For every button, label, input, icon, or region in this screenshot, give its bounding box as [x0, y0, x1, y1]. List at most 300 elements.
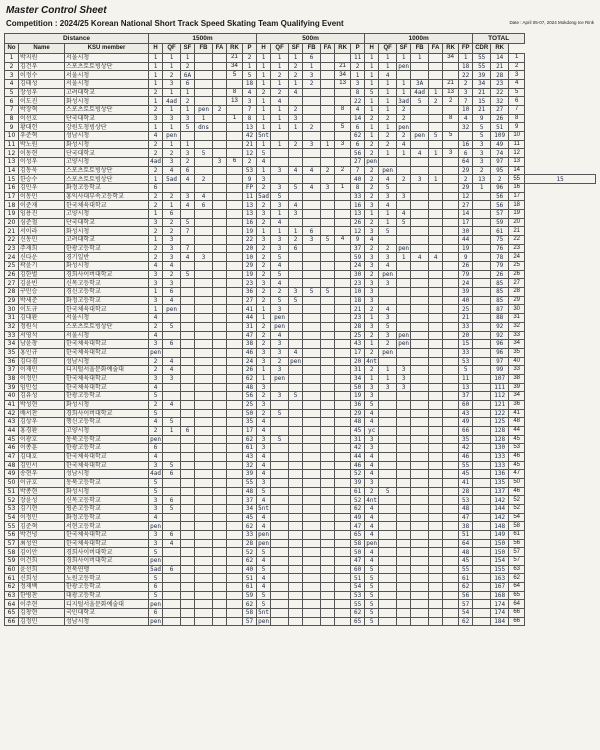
rank-cell: 19	[509, 210, 525, 219]
rank-cell	[443, 262, 459, 271]
ksu-member: 스포츠토토빙상단	[65, 322, 149, 331]
result-cell	[303, 522, 321, 531]
result-cell	[213, 279, 227, 288]
result-cell	[289, 582, 303, 591]
result-cell: 45	[351, 426, 365, 435]
result-cell: 41	[459, 478, 473, 487]
result-cell: 61	[243, 444, 257, 453]
result-cell	[473, 227, 491, 236]
rank-cell	[227, 539, 243, 548]
result-cell: 2	[149, 227, 163, 236]
result-cell	[213, 166, 227, 175]
result-cell	[195, 548, 213, 557]
result-cell: 3	[365, 253, 379, 262]
skater-number: 5	[5, 88, 19, 97]
result-cell: 3	[365, 262, 379, 271]
result-cell: pen	[150, 349, 161, 357]
result-cell: 34	[351, 374, 365, 383]
result-cell	[379, 609, 397, 618]
result-cell	[429, 400, 443, 409]
result-cell: pen	[258, 617, 269, 625]
result-cell	[321, 88, 335, 97]
result-cell: 37	[459, 392, 473, 401]
result-cell: 21	[473, 88, 491, 97]
result-cell	[181, 574, 195, 583]
result-cell: 4	[411, 149, 429, 158]
result-cell: 5	[379, 184, 397, 193]
result-cell: 7	[181, 244, 195, 253]
result-cell	[289, 487, 303, 496]
result-cell: 4	[149, 314, 163, 323]
result-cell	[397, 582, 411, 591]
rank-cell	[443, 140, 459, 149]
rank-cell	[335, 574, 351, 583]
rank-cell: 1	[227, 114, 243, 123]
result-cell: 51	[243, 574, 257, 583]
result-cell	[303, 201, 321, 210]
result-cell: 13	[243, 210, 257, 219]
result-cell	[411, 617, 429, 626]
result-cell: pen	[150, 557, 161, 565]
result-cell: 5	[289, 392, 303, 401]
skater-number: 20	[5, 218, 19, 227]
result-cell	[473, 409, 491, 418]
result-cell	[195, 166, 213, 175]
rank-cell: 38	[509, 374, 525, 383]
table-row	[5, 591, 596, 600]
result-cell: 5	[257, 600, 271, 609]
result-cell: 3	[397, 192, 411, 201]
skater-number: 36	[5, 357, 19, 366]
result-cell	[473, 496, 491, 505]
ksu-member: 한국체육대학교	[65, 452, 149, 461]
rank-cell	[443, 513, 459, 522]
column-header: CDR	[473, 44, 491, 54]
result-cell	[303, 322, 321, 331]
rank-cell	[443, 478, 459, 487]
rank-cell: 6	[227, 158, 243, 167]
500m-header: 500m	[257, 34, 365, 44]
table-row	[5, 461, 596, 470]
result-cell: 4	[289, 166, 303, 175]
result-cell: 96	[491, 340, 509, 349]
result-cell	[429, 331, 443, 340]
result-cell	[321, 444, 335, 453]
result-cell	[303, 383, 321, 392]
result-cell	[303, 478, 321, 487]
result-cell: 20	[351, 357, 365, 366]
rank-cell	[443, 504, 459, 513]
result-cell: 45	[243, 513, 257, 522]
rank-cell	[227, 106, 243, 115]
skater-name: 김대환	[19, 314, 65, 323]
result-cell: 3	[163, 158, 181, 167]
result-cell: 109	[491, 132, 509, 141]
result-cell: 1	[149, 71, 163, 80]
result-cell: 2	[379, 244, 397, 253]
result-cell: 1	[149, 305, 163, 314]
result-cell	[321, 565, 335, 574]
result-cell	[379, 296, 397, 305]
result-cell: 5	[303, 288, 321, 297]
ksu-member: 한국체육대학교	[65, 340, 149, 349]
skater-name: 남윤창	[19, 340, 65, 349]
rank-cell	[227, 244, 243, 253]
result-cell	[473, 452, 491, 461]
table-row	[5, 244, 596, 253]
result-cell: 30	[459, 227, 473, 236]
result-cell	[195, 140, 213, 149]
result-cell	[397, 236, 411, 245]
skater-name: 김민서	[19, 461, 65, 470]
result-cell: 2	[257, 218, 271, 227]
result-cell: 3	[149, 340, 163, 349]
result-cell	[303, 426, 321, 435]
result-cell: 5	[149, 409, 163, 418]
result-cell	[321, 487, 335, 496]
result-cell: 1	[243, 62, 257, 71]
skater-number: 57	[5, 539, 19, 548]
result-cell	[303, 496, 321, 505]
result-cell: 2	[351, 62, 365, 71]
rank-cell	[335, 548, 351, 557]
result-cell: 4	[149, 383, 163, 392]
result-cell: 26	[491, 270, 509, 279]
result-cell: 4	[289, 201, 303, 210]
result-cell	[303, 253, 321, 262]
result-cell	[411, 262, 429, 271]
rank-cell	[227, 513, 243, 522]
result-cell: 125	[491, 418, 509, 427]
column-header: FB	[195, 44, 213, 54]
rank-cell	[443, 400, 459, 409]
result-cell	[429, 314, 443, 323]
result-cell: 6	[163, 210, 181, 219]
result-cell: 2	[181, 158, 195, 167]
result-cell: 4ad	[163, 97, 181, 106]
result-cell: 3	[149, 279, 163, 288]
result-cell: 5	[257, 591, 271, 600]
ksu-member: 행신고등학교	[65, 418, 149, 427]
ksu-member: 서울시청	[65, 54, 149, 63]
skater-number: 62	[5, 582, 19, 591]
result-cell: 3	[365, 392, 379, 401]
result-cell	[397, 565, 411, 574]
result-cell	[411, 539, 429, 548]
result-cell	[213, 270, 227, 279]
table-row	[5, 106, 596, 115]
result-cell: 3	[271, 348, 289, 357]
result-cell: 8	[351, 184, 365, 193]
result-cell: 2	[365, 140, 379, 149]
result-cell: 1	[365, 340, 379, 349]
result-cell: dns	[195, 123, 213, 132]
result-cell: 21	[459, 314, 473, 323]
result-cell: 6	[163, 565, 181, 574]
result-cell: 41	[243, 305, 257, 314]
result-cell: 3ad	[398, 97, 410, 105]
result-cell	[379, 600, 397, 609]
result-cell	[321, 331, 335, 340]
skater-name: 임민섭	[19, 383, 65, 392]
result-cell	[195, 314, 213, 323]
result-cell	[303, 530, 321, 539]
rank-cell: 2	[509, 62, 525, 71]
result-cell: 4	[181, 253, 195, 262]
ksu-member: 전북연맹	[65, 565, 149, 574]
result-cell: 1	[181, 54, 195, 63]
result-cell: 47	[243, 331, 257, 340]
rank-cell	[443, 106, 459, 115]
result-cell	[303, 513, 321, 522]
rank-cell	[227, 210, 243, 219]
result-cell	[379, 556, 397, 565]
result-cell	[459, 132, 473, 141]
result-cell	[213, 444, 227, 453]
result-cell	[397, 400, 411, 409]
result-cell: 150	[491, 539, 509, 548]
result-cell: 40	[351, 175, 365, 184]
result-cell: 1	[365, 106, 379, 115]
table-row	[5, 88, 596, 97]
result-cell	[163, 435, 181, 444]
rank-cell	[443, 565, 459, 574]
result-cell	[321, 435, 335, 444]
result-cell	[213, 548, 227, 557]
rank-cell: 65	[509, 591, 525, 600]
result-cell: 33	[459, 322, 473, 331]
result-cell	[181, 444, 195, 453]
result-cell: 22	[351, 97, 365, 106]
ksu-member: 화성시청	[65, 227, 149, 236]
rank-cell	[443, 166, 459, 175]
result-cell: 22	[491, 88, 509, 97]
result-cell	[411, 574, 429, 583]
result-cell: 29	[243, 262, 257, 271]
result-cell: 5	[257, 487, 271, 496]
result-cell	[289, 530, 303, 539]
result-cell: 3	[411, 175, 429, 184]
skater-number: 65	[5, 609, 19, 618]
rank-cell: 6	[509, 97, 525, 106]
result-cell	[271, 461, 289, 470]
result-cell	[321, 452, 335, 461]
result-cell	[321, 470, 335, 479]
result-cell: 16	[243, 218, 257, 227]
result-cell	[181, 357, 195, 366]
result-cell: 2	[303, 123, 321, 132]
rank-cell	[335, 444, 351, 453]
result-cell: 2	[429, 97, 443, 106]
result-cell	[271, 418, 289, 427]
result-cell: 97	[491, 357, 509, 366]
rank-cell	[227, 236, 243, 245]
skater-name: 박종현	[19, 487, 65, 496]
result-cell: 1	[321, 140, 335, 149]
result-cell	[271, 149, 289, 158]
result-cell: 33	[351, 192, 365, 201]
result-cell: 13	[243, 201, 257, 210]
result-cell: 1	[365, 210, 379, 219]
result-cell	[411, 340, 429, 349]
result-cell	[321, 314, 335, 323]
table-row	[5, 565, 596, 574]
ksu-member: 홍익사대부속고등학교	[65, 192, 149, 201]
result-cell	[397, 617, 411, 626]
result-cell: 5	[365, 565, 379, 574]
result-cell: 1	[365, 71, 379, 80]
result-cell	[473, 522, 491, 531]
result-cell: 5nt	[258, 132, 269, 140]
result-cell	[379, 400, 397, 409]
result-cell	[213, 54, 227, 63]
rank-cell: 13	[443, 88, 459, 97]
skater-name: 김상우	[19, 418, 65, 427]
result-cell: 3	[149, 530, 163, 539]
result-cell	[195, 452, 213, 461]
result-cell	[473, 366, 491, 375]
result-cell	[379, 418, 397, 427]
result-cell: 4	[257, 470, 271, 479]
result-cell: pen	[366, 539, 378, 547]
skater-name: 이도규	[19, 305, 65, 314]
result-cell	[195, 262, 213, 271]
result-cell	[411, 296, 429, 305]
result-cell	[429, 279, 443, 288]
result-cell	[411, 348, 429, 357]
result-cell	[213, 383, 227, 392]
result-cell	[195, 478, 213, 487]
result-cell: 62	[351, 609, 365, 618]
result-cell: 78	[491, 253, 509, 262]
result-cell: 57	[243, 617, 257, 626]
result-cell: 24	[459, 279, 473, 288]
result-cell	[473, 218, 491, 227]
result-cell: 42	[243, 132, 257, 141]
result-cell	[321, 114, 335, 123]
rank-cell	[227, 322, 243, 331]
rank-cell	[335, 522, 351, 531]
rank-cell: 4	[335, 236, 351, 245]
skater-number: 1	[5, 54, 19, 63]
result-cell: 1	[397, 80, 411, 89]
result-cell	[289, 409, 303, 418]
skater-number: 53	[5, 504, 19, 513]
rank-cell	[335, 487, 351, 496]
result-cell: 15	[459, 340, 473, 349]
result-cell	[379, 452, 397, 461]
result-cell	[379, 435, 397, 444]
result-cell: 75	[491, 236, 509, 245]
result-cell	[181, 470, 195, 479]
rank-cell	[443, 357, 459, 366]
result-cell: 1	[257, 71, 271, 80]
result-cell	[213, 348, 227, 357]
result-cell: 16	[351, 201, 365, 210]
rank-cell	[227, 314, 243, 323]
ksu-member: 한국체육대학교	[65, 461, 149, 470]
result-cell	[289, 435, 303, 444]
result-cell: 96	[491, 348, 509, 357]
result-cell	[181, 331, 195, 340]
skater-name: 김윤빈	[19, 279, 65, 288]
result-cell: 6	[149, 444, 163, 453]
result-cell	[397, 418, 411, 427]
result-cell: 49	[491, 140, 509, 149]
rank-cell: 64	[509, 582, 525, 591]
result-cell: 20	[243, 244, 257, 253]
result-cell: 38	[459, 522, 473, 531]
result-cell: 4	[181, 201, 195, 210]
result-cell: 5	[271, 296, 289, 305]
result-cell: pen	[271, 314, 289, 323]
rank-cell	[227, 470, 243, 479]
ksu-member: 한국체육대학교	[65, 383, 149, 392]
result-cell: 2	[181, 97, 195, 106]
result-cell	[321, 62, 335, 71]
result-cell: pen	[398, 123, 410, 131]
result-cell: 4	[365, 452, 379, 461]
result-cell	[289, 132, 303, 141]
result-cell	[289, 374, 303, 383]
result-cell	[397, 487, 411, 496]
rank-cell: 34	[227, 62, 243, 71]
rank-cell: 25	[509, 262, 525, 271]
result-cell: pen	[398, 62, 410, 70]
skater-name: 박장혁	[19, 106, 65, 115]
result-cell: 4	[411, 253, 429, 262]
table-row	[5, 166, 596, 175]
rank-cell	[227, 392, 243, 401]
skater-number: 54	[5, 513, 19, 522]
rank-cell	[335, 149, 351, 158]
result-cell	[321, 461, 335, 470]
result-cell: 4	[149, 331, 163, 340]
result-cell: 5	[149, 548, 163, 557]
result-cell	[303, 452, 321, 461]
result-cell	[473, 210, 491, 219]
result-cell: 4	[379, 262, 397, 271]
result-cell	[303, 244, 321, 253]
result-cell: 2	[365, 244, 379, 253]
result-cell: 2	[379, 340, 397, 349]
skater-number: 61	[5, 574, 19, 583]
result-cell	[397, 574, 411, 583]
table-row	[5, 435, 596, 444]
result-cell	[411, 322, 429, 331]
result-cell	[195, 582, 213, 591]
skater-number: 21	[5, 227, 19, 236]
rank-cell	[227, 609, 243, 618]
result-cell: 1	[149, 54, 163, 63]
table-row	[5, 140, 596, 149]
result-cell: 5	[271, 253, 289, 262]
skater-number: 41	[5, 400, 19, 409]
result-cell: 1	[257, 374, 271, 383]
result-cell: 4	[365, 522, 379, 531]
result-cell	[271, 548, 289, 557]
result-cell: 4	[163, 539, 181, 548]
result-cell: 42	[459, 444, 473, 453]
result-cell	[181, 600, 195, 609]
result-cell: 48	[459, 548, 473, 557]
result-cell: 64	[459, 158, 473, 167]
rank-cell	[227, 175, 243, 184]
result-cell	[303, 366, 321, 375]
ksu-member: 화정고등학교	[65, 184, 149, 193]
result-cell	[181, 210, 195, 219]
table-row	[5, 383, 596, 392]
